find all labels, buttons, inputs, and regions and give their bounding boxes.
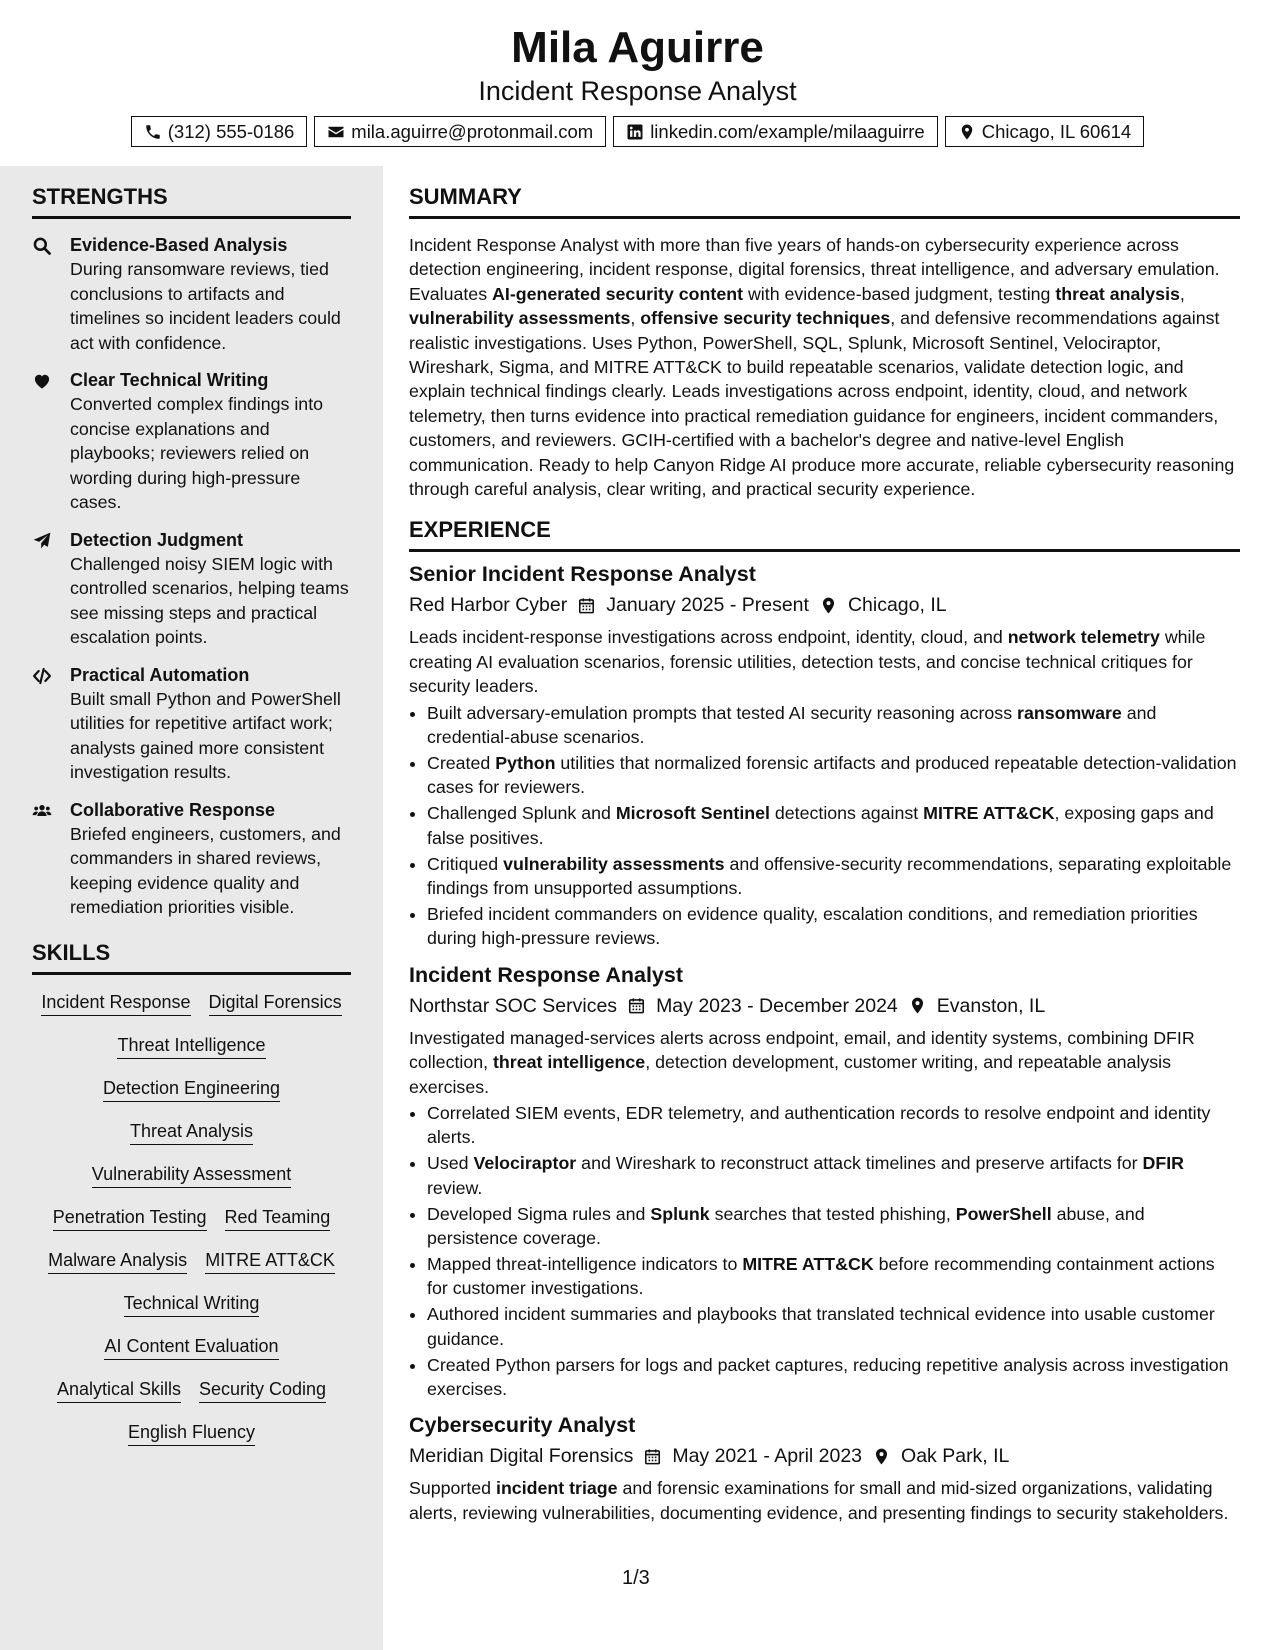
contact-text: linkedin.com/example/milaaguirre [650, 120, 925, 142]
bullet-item [427, 1202, 1240, 1251]
strength-text: Converted complex findings into concise explanations and playbooks; reviewers relied on wording during high-pressure cases. [70, 394, 324, 512]
strength-body [70, 368, 351, 515]
skills-row [32, 1247, 351, 1274]
text-run: , [630, 308, 641, 329]
calendar-icon [627, 996, 646, 1015]
calendar-icon [643, 1447, 662, 1466]
text-run: abuse, and persistence coverage. [427, 1203, 1145, 1248]
text-run: with evidence-based judgment, testing [743, 283, 1056, 304]
experience-heading: EXPERIENCE [409, 517, 1240, 552]
job-dates: May 2023 - December 2024 [656, 994, 898, 1017]
contact-text: (312) 555-0186 [167, 120, 295, 142]
skill-tag: MITRE ATT&CK [205, 1247, 335, 1274]
bold-text: MITRE ATT&CK [923, 803, 1055, 824]
bullet-item [427, 852, 1240, 901]
skill-tag: Security Coding [199, 1376, 326, 1403]
text-run: Authored incident summaries and playbooks that translated technical evidence into usable customer guidance. [427, 1304, 1215, 1349]
summary-text [409, 233, 1240, 501]
contact-text: Chicago, IL 60614 [981, 120, 1132, 142]
bold-text: Splunk [650, 1203, 710, 1224]
job-location: Chicago, IL [847, 594, 947, 617]
page-number: 1/3 [622, 1567, 650, 1589]
job-bullets [409, 1101, 1240, 1401]
text-run: Investigated managed-services alerts across endpoint, email, and identity systems, combining DFIR collection, [409, 1027, 1195, 1073]
strength-title: Detection Judgment [70, 529, 244, 550]
bullet-item [427, 701, 1240, 750]
paper-plane-icon [32, 531, 52, 551]
job-meta [409, 1441, 1240, 1471]
strength-title: Collaborative Response [70, 799, 276, 820]
text-run: and credential-abuse scenarios. [427, 702, 1157, 748]
strength-body [70, 798, 351, 920]
job-entry [409, 560, 1240, 950]
skill-tag: AI Content Evaluation [104, 1333, 278, 1360]
text-run: and offensive-security recommendations, separating exploitable findings from unsupported assumptions. [427, 853, 1232, 899]
strength-title: Practical Automation [70, 664, 250, 685]
envelope-icon [327, 123, 345, 141]
text-run: searches that tested phishing, [709, 1203, 956, 1224]
job-title: Incident Response Analyst [409, 962, 683, 987]
skill-tag: Penetration Testing [53, 1204, 207, 1231]
job-location: Evanston, IL [936, 994, 1046, 1017]
text-run: , exposing gaps and false positives. [427, 803, 1214, 848]
strength-title: Clear Technical Writing [70, 370, 269, 390]
skills-row [32, 1290, 351, 1317]
job-dates: January 2025 - Present [606, 594, 809, 617]
skill-tag: Vulnerability Assessment [92, 1161, 291, 1188]
job-location: Oak Park, IL [901, 1445, 1010, 1468]
main-column [383, 166, 1275, 1650]
contact-item[interactable] [613, 116, 938, 147]
bullet-item [427, 751, 1240, 800]
text-run: Correlated SIEM events, EDR telemetry, and authentication records to resolve endpoint and identity alerts. [427, 1102, 1211, 1148]
bold-text: threat analysis [1055, 283, 1180, 304]
map-pin-icon [958, 123, 976, 141]
text-run: utilities that normalized forensic artifacts and produced repeatable detection-validation cases for reviewers. [427, 753, 1237, 798]
job-title: Cybersecurity Analyst [409, 1413, 636, 1438]
text-run: before recommending containment actions for customer investigations. [427, 1253, 1215, 1299]
text-run: Created Python parsers for logs and packet captures, reducing repetitive analysis across investigation exercises. [427, 1354, 1229, 1399]
bullet-item [427, 1353, 1240, 1402]
bullet-item [427, 902, 1240, 951]
contact-item[interactable] [131, 116, 308, 147]
experience-list [409, 560, 1240, 1525]
text-run: and forensic examinations for small and mid-sized organizations, validating alerts, reviewing vulnerabilities, documenting evidence, and presenting findings to security stakeholders. [409, 1478, 1229, 1523]
bold-text: vulnerability assessments [503, 853, 725, 874]
text-run: and Wireshark to reconstruct attack timelines and preserve artifacts for [576, 1153, 1143, 1174]
strength-icon-wrap [32, 528, 70, 650]
bold-text: PowerShell [955, 1203, 1052, 1224]
strength-text: Briefed engineers, customers, and commanders in shared reviews, keeping evidence quality and remediation priorities visible. [70, 823, 341, 917]
text-run: , detection development, customer writing, and repeatable analysis exercises. [409, 1052, 1172, 1097]
map-pin-icon [872, 1447, 891, 1466]
job-entry [409, 961, 1240, 1402]
job-description [409, 625, 1240, 698]
text-run: Mapped threat-intelligence indicators to [427, 1253, 743, 1274]
skill-tag: Malware Analysis [48, 1247, 187, 1274]
bullet-item [427, 1302, 1240, 1351]
bold-text: Microsoft Sentinel [615, 803, 770, 824]
skill-tag: Threat Analysis [130, 1118, 253, 1145]
bullet-item [427, 1252, 1240, 1301]
text-run: Developed Sigma rules and [427, 1203, 651, 1224]
skills-row [32, 1032, 351, 1059]
text-run: Created [427, 753, 496, 773]
text-run: Briefed incident commanders on evidence quality, escalation conditions, and remediation priorities during high-pressure reviews. [427, 903, 1198, 949]
bold-text: incident triage [496, 1478, 618, 1499]
job-description [409, 1476, 1240, 1525]
bold-text: Velociraptor [473, 1153, 577, 1174]
linkedin-icon [626, 123, 644, 141]
map-pin-icon [819, 596, 838, 615]
job-company: Northstar SOC Services [409, 994, 618, 1017]
skill-tag: Analytical Skills [57, 1376, 181, 1403]
bold-text: vulnerability assessments [409, 308, 631, 329]
skill-tag: Digital Forensics [209, 989, 342, 1016]
job-entry [409, 1411, 1240, 1525]
skills-heading: SKILLS [32, 940, 351, 975]
skill-tag: Red Teaming [225, 1204, 331, 1231]
skills-row [32, 1419, 351, 1446]
bold-text: DFIR [1142, 1153, 1184, 1174]
text-run: while creating AI evaluation scenarios, forensic utilities, detection tests, and concise technical critiques for security leaders. [409, 627, 1206, 697]
skill-tag: Incident Response [41, 989, 190, 1016]
search-icon [32, 236, 52, 256]
contact-text: mila.aguirre@protonmail.com [351, 120, 594, 142]
strength-text: During ransomware reviews, tied conclusions to artifacts and timelines so incident leaders could act with confidence. [70, 259, 341, 353]
text-run: Critiqued [427, 853, 504, 874]
text-run: Challenged Splunk and [427, 803, 616, 824]
text-run: Built adversary-emulation prompts that tested AI security reasoning across [427, 702, 1018, 723]
skills-row [32, 1075, 351, 1102]
strength-item [32, 528, 351, 650]
strengths-list [32, 233, 351, 920]
text-run: Used [427, 1153, 474, 1174]
contact-bar [0, 116, 1275, 147]
job-company: Red Harbor Cyber [409, 594, 568, 617]
calendar-icon [577, 596, 596, 615]
strength-body [70, 233, 351, 355]
bold-text: threat intelligence [493, 1052, 646, 1073]
bullet-item [427, 801, 1240, 850]
skills-row [32, 1161, 351, 1188]
strength-body [70, 663, 351, 785]
strength-icon-wrap [32, 368, 70, 515]
code-icon [32, 666, 52, 686]
skills-row [32, 989, 351, 1016]
strength-icon-wrap [32, 233, 70, 355]
text-run: Leads incident-response investigations across endpoint, identity, cloud, and [409, 627, 1008, 648]
text-run: review. [427, 1177, 483, 1198]
strength-text: Challenged noisy SIEM logic with controlled scenarios, helping teams see missing steps and practical escalation points. [70, 553, 349, 647]
skill-tag: Threat Intelligence [117, 1032, 265, 1059]
skill-tag: Technical Writing [124, 1290, 260, 1317]
candidate-name: Mila Aguirre [511, 23, 764, 72]
sidebar [0, 166, 383, 1650]
bullet-item [427, 1151, 1240, 1200]
bold-text: AI-generated security content [492, 283, 744, 304]
resume-body [0, 166, 1275, 1650]
strength-icon-wrap [32, 663, 70, 785]
bold-text: Python [495, 753, 556, 773]
text-run: detections against [769, 803, 924, 824]
skills-row [32, 1118, 351, 1145]
skills-row [32, 1376, 351, 1403]
map-pin-icon [908, 996, 927, 1015]
strength-body [70, 528, 351, 650]
candidate-title: Incident Response Analyst [478, 76, 797, 106]
skills-list [32, 989, 351, 1446]
bold-text: MITRE ATT&CK [742, 1253, 874, 1274]
contact-item[interactable] [945, 116, 1144, 147]
job-meta [409, 991, 1240, 1021]
contact-item[interactable] [314, 116, 606, 147]
skill-tag: English Fluency [128, 1419, 255, 1446]
resume-header [0, 0, 1275, 143]
strength-item [32, 233, 351, 355]
strength-text: Built small Python and PowerShell utilities for repetitive artifact work; analysts gained more consistent investigation results. [70, 688, 341, 782]
skill-tag: Detection Engineering [103, 1075, 280, 1102]
strength-title: Evidence-Based Analysis [70, 235, 288, 255]
bullet-item [427, 1101, 1240, 1150]
bold-text: network telemetry [1007, 627, 1160, 648]
skills-row [32, 1333, 351, 1360]
text-run: , [1179, 283, 1185, 304]
users-icon [32, 801, 52, 821]
bold-text: ransomware [1017, 702, 1122, 723]
text-run: Supported [409, 1478, 496, 1499]
strength-item [32, 798, 351, 920]
strength-item [32, 663, 351, 785]
strength-item [32, 368, 351, 515]
bold-text: offensive security techniques [640, 308, 891, 329]
summary-heading: SUMMARY [409, 184, 1240, 219]
text-run: , and defensive recommendations against realistic investigations. Uses Python, PowerShell, SQL, Splunk, Microsoft Sentinel, Velociraptor, Wireshark, Sigma, and MITRE ATT&CK to build repeatable scenarios, validate detection logic, and explain technical findings clearly. Leads investigations across endpoint, identity, cloud, and network telemetry, then turns evidence into practical remediation guidance for engineers, incident commanders, customers, and reviewers. GCIH-certified with a bachelor's degree and native-level English communication. Ready to help Canyon Ridge AI produce more accurate, reliable cybersecurity reasoning through careful analysis, clear writing, and practical security experience. [409, 308, 1235, 500]
strengths-heading: STRENGTHS [32, 184, 351, 219]
job-description [409, 1026, 1240, 1099]
strength-icon-wrap [32, 798, 70, 920]
skills-row [32, 1204, 351, 1231]
job-title: Senior Incident Response Analyst [409, 562, 756, 587]
text-run: Incident Response Analyst with more than five years of hands-on cybersecurity experience across detection engineering, incident response, digital forensics, threat intelligence, and adversary emulation. Evaluates [409, 235, 1220, 304]
job-dates: May 2021 - April 2023 [672, 1445, 863, 1468]
phone-icon [144, 123, 162, 141]
heart-icon [32, 371, 52, 391]
job-bullets [409, 701, 1240, 951]
job-company: Meridian Digital Forensics [409, 1445, 634, 1468]
job-meta [409, 590, 1240, 620]
